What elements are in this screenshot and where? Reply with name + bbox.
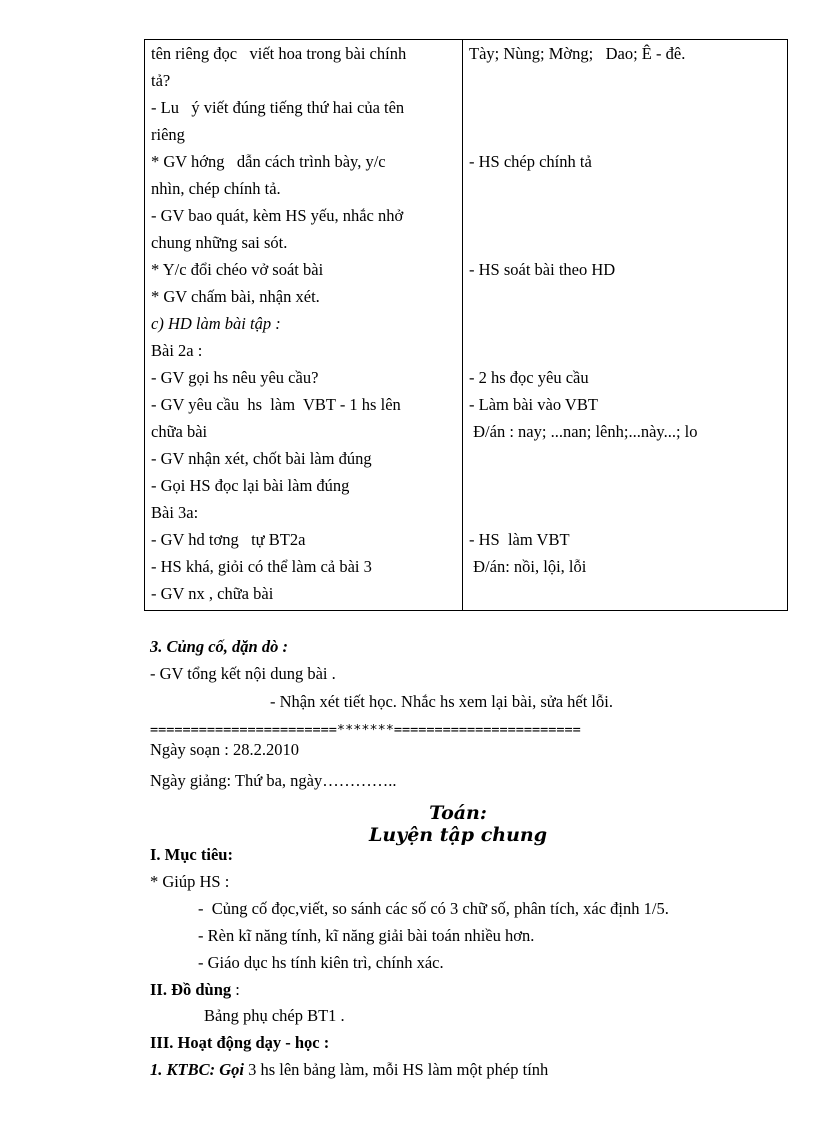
section-separator: =======================*******======================= [150,722,581,738]
teacher-line: - GV bao quát, kèm HS yếu, nhắc nhở [151,206,404,225]
objective-item: - Củng cố đọc,viết, so sánh các số có 3 chữ số, phân tích, xác định 1/5. [198,899,669,918]
teacher-line: - HS khá, giỏi có thể làm cả bài 3 [151,557,372,576]
student-line [469,445,781,472]
teacher-line: - GV nx , chữa bài [151,584,274,603]
teacher-line: - Gọi HS đọc lại bài làm đúng [151,476,350,495]
student-line [469,175,781,202]
ktbc-text: 3 hs lên bảng làm, mỗi HS làm một phép tính [243,1060,549,1079]
student-line [469,472,781,499]
student-line [469,94,781,121]
objective-item: - Rèn kĩ năng tính, kĩ năng giải bài toán nhiều hơn. [198,926,535,945]
ktbc-label: 1. KTBC: Gọi [150,1060,244,1079]
ktbc-line [150,1060,548,1080]
student-line [469,67,781,94]
student-activities-cell [463,40,788,611]
student-line: - HS làm VBT [469,530,570,549]
student-line: - HS chép chính tả [469,152,592,171]
objectives-heading: I. Mục tiêu: [150,845,233,864]
student-line: - 2 hs đọc yêu cầu [469,368,589,387]
teacher-line: riêng [151,125,185,144]
student-line: Đ/án : nay; ...nan; lênh;...này...; lo [469,422,698,441]
materials-heading-suffix: : [231,980,240,999]
student-line: Tày; Nùng; Mờng; Dao; Ê - đê. [469,44,686,63]
teacher-line: nhìn, chép chính tả. [151,179,281,198]
consolidation-heading: 3. Củng cố, dặn dò : [150,637,288,656]
student-line [469,283,781,310]
objective-item: - Giáo dục hs tính kiên trì, chính xác. [198,953,444,972]
teacher-activities-cell [145,40,463,611]
teacher-line: - Lu ý viết đúng tiếng thứ hai của tên [151,98,405,117]
consolidation-line: - Nhận xét tiết học. Nhắc hs xem lại bài, sửa hết lỗi. [270,692,613,711]
student-line: - Làm bài vào VBT [469,395,598,414]
student-line [469,337,781,364]
teacher-line: - GV yêu cầu hs làm VBT - 1 hs lên [151,395,401,414]
teacher-line: - GV hd tơng tự BT2a [151,530,306,549]
student-line [469,229,781,256]
teacher-line: Bài 3a: [151,503,199,522]
student-line: - HS soát bài theo HD [469,260,616,279]
teacher-line: * GV chấm bài, nhận xét. [151,287,320,306]
student-line [469,121,781,148]
teacher-line: chung những sai sót. [151,233,288,252]
student-line [469,499,781,526]
materials-heading: II. Đồ dùng [150,980,232,999]
student-line [469,310,781,337]
student-line [469,202,781,229]
lesson-title: Luyện tập chung [368,824,547,846]
materials-item: Bảng phụ chép BT1 . [204,1006,345,1025]
teacher-line: tên riêng đọc viết hoa trong bài chính [151,44,407,63]
table-row [145,40,788,611]
teacher-line: - GV gọi hs nêu yêu cầu? [151,368,319,387]
activities-heading: III. Hoạt động dạy - học : [150,1033,330,1052]
student-line: Đ/án: nồi, lội, lỗi [469,557,587,576]
date-taught: Ngày giảng: Thứ ba, ngày………….. [150,771,397,790]
exercise-guide-heading: c) HD làm bài tập : [151,314,281,333]
teacher-line: chữa bài [151,422,208,441]
teacher-line: * GV hớng dẫn cách trình bày, y/c [151,152,386,171]
teacher-line: Bài 2a : [151,341,203,360]
teacher-line: - GV nhận xét, chốt bài làm đúng [151,449,372,468]
objectives-intro: * Giúp HS : [150,872,230,891]
lesson-activity-table [144,39,788,611]
materials-heading-line [150,980,240,1000]
date-prepared: Ngày soạn : 28.2.2010 [150,740,299,759]
teacher-line: tả? [151,71,171,90]
student-line [469,580,781,607]
teacher-line: * Y/c đổi chéo vở soát bài [151,260,324,279]
subject-title: Toán: [429,802,487,824]
consolidation-line: - GV tổng kết nội dung bài . [150,664,336,683]
